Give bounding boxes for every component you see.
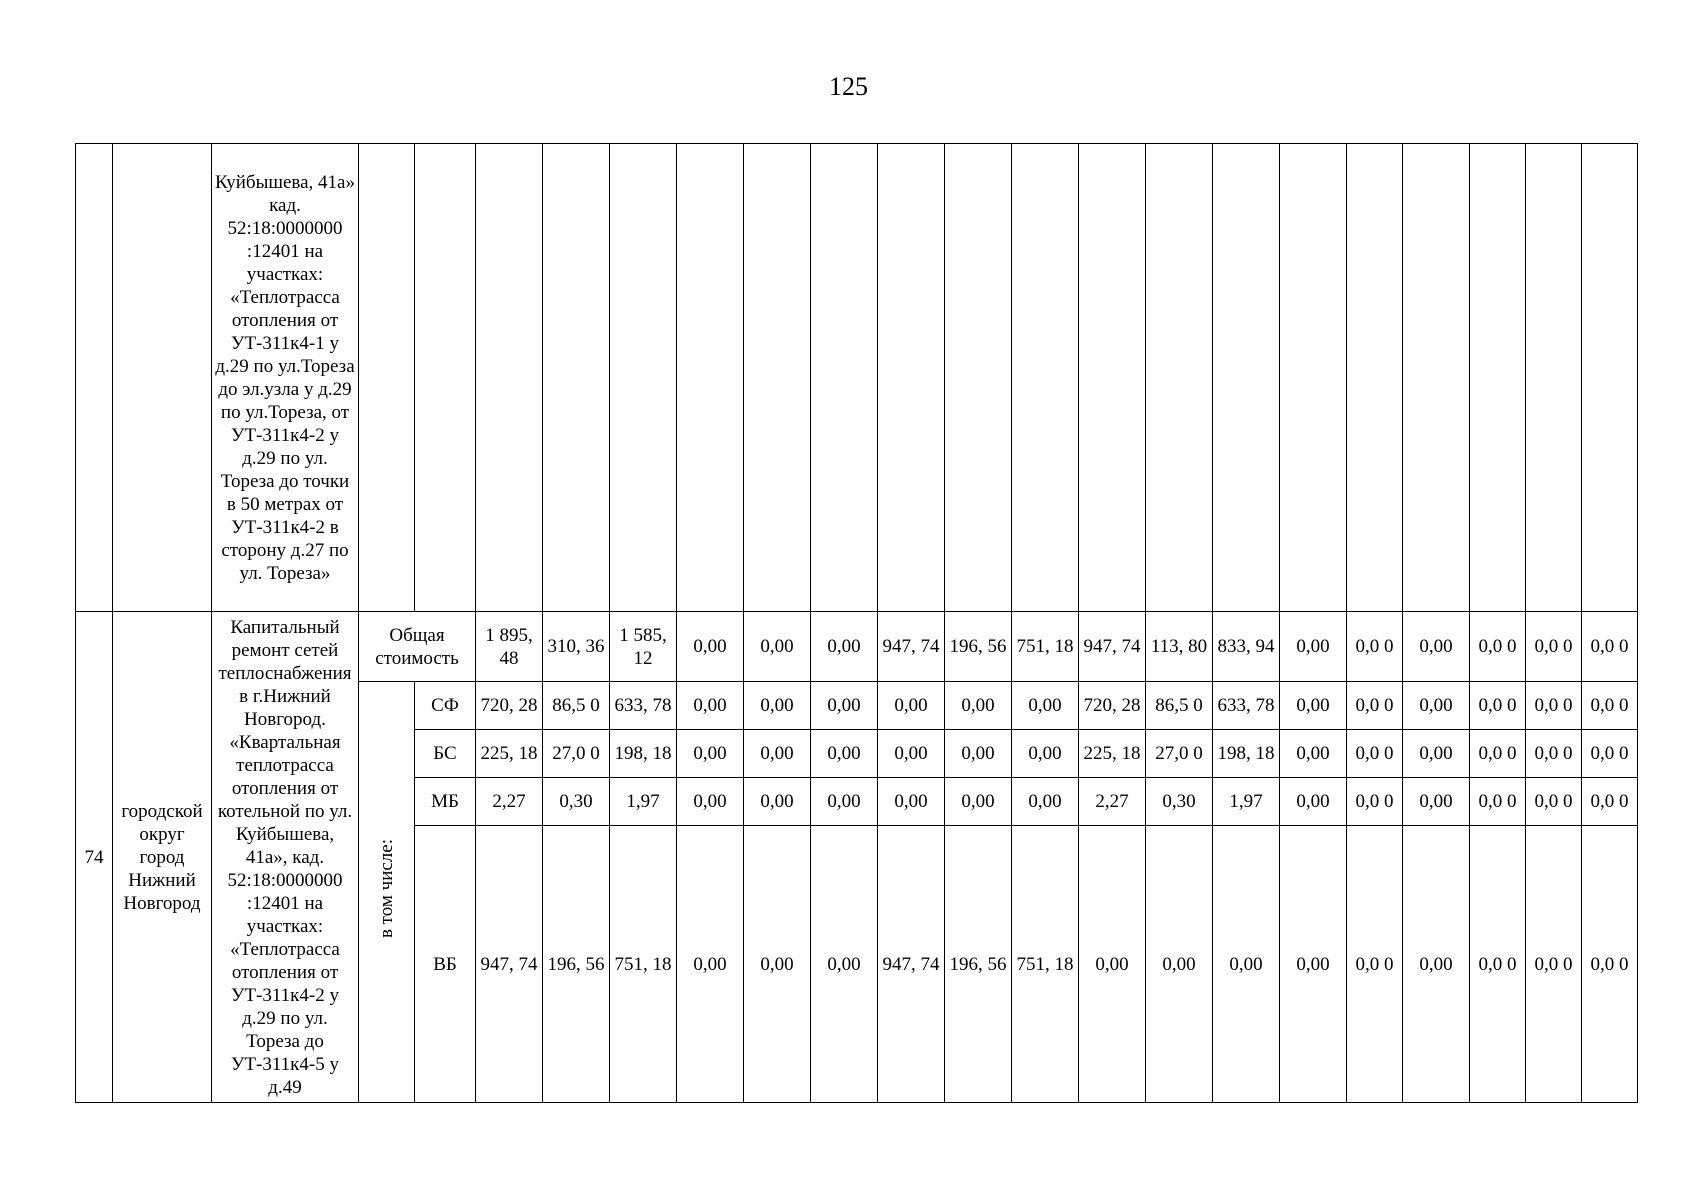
value-cell: 633, 78 <box>610 682 677 730</box>
total-label: Общая стоимость <box>359 612 476 682</box>
cont-empty-cell <box>1403 144 1470 612</box>
value-cell: 0,30 <box>1146 778 1213 826</box>
cont-empty-cell <box>543 144 610 612</box>
cont-empty-cell <box>677 144 744 612</box>
value-cell: 0,00 <box>1280 682 1347 730</box>
cont-empty-cell <box>878 144 945 612</box>
value-cell: 0,0 0 <box>1347 778 1403 826</box>
source-label: БС <box>415 730 476 778</box>
value-cell: 1 585, 12 <box>610 612 677 682</box>
value-cell: 0,00 <box>744 612 811 682</box>
value-cell: 0,00 <box>811 778 878 826</box>
value-cell: 0,00 <box>1146 826 1213 1103</box>
value-cell: 86,5 0 <box>1146 682 1213 730</box>
value-cell: 1 895, 48 <box>476 612 543 682</box>
value-cell: 225, 18 <box>476 730 543 778</box>
value-cell: 0,0 0 <box>1347 730 1403 778</box>
value-cell: 0,0 0 <box>1526 730 1582 778</box>
value-cell: 0,00 <box>811 682 878 730</box>
value-cell: 0,0 0 <box>1470 826 1526 1103</box>
cont-municipality-cell <box>113 144 212 612</box>
cont-empty-cell <box>1347 144 1403 612</box>
value-cell: 310, 36 <box>543 612 610 682</box>
value-cell: 833, 94 <box>1213 612 1280 682</box>
value-cell: 0,00 <box>1280 730 1347 778</box>
value-cell: 0,00 <box>744 682 811 730</box>
value-cell: 0,0 0 <box>1347 826 1403 1103</box>
value-cell: 0,0 0 <box>1470 778 1526 826</box>
cont-empty-cell <box>359 144 415 612</box>
value-cell: 751, 18 <box>610 826 677 1103</box>
value-cell: 720, 28 <box>1079 682 1146 730</box>
value-cell: 751, 18 <box>1012 612 1079 682</box>
value-cell: 0,00 <box>677 682 744 730</box>
value-cell: 947, 74 <box>878 826 945 1103</box>
value-cell: 947, 74 <box>476 826 543 1103</box>
value-cell: 0,00 <box>1012 682 1079 730</box>
value-cell: 2,27 <box>1079 778 1146 826</box>
cont-empty-cell <box>744 144 811 612</box>
value-cell: 0,00 <box>811 826 878 1103</box>
cont-empty-cell <box>1213 144 1280 612</box>
source-label: ВБ <box>415 826 476 1103</box>
cont-empty-cell <box>1470 144 1526 612</box>
value-cell: 0,00 <box>811 730 878 778</box>
cont-empty-cell <box>476 144 543 612</box>
included-label: в том числе: <box>376 839 397 939</box>
value-cell: 0,0 0 <box>1582 826 1638 1103</box>
value-cell: 947, 74 <box>878 612 945 682</box>
value-cell: 0,0 0 <box>1526 778 1582 826</box>
cont-empty-cell <box>1280 144 1347 612</box>
cont-number-cell <box>76 144 113 612</box>
value-cell: 0,0 0 <box>1470 730 1526 778</box>
value-cell: 0,0 0 <box>1582 612 1638 682</box>
value-cell: 0,00 <box>1280 826 1347 1103</box>
cont-empty-cell <box>1012 144 1079 612</box>
value-cell: 196, 56 <box>543 826 610 1103</box>
value-cell: 0,0 0 <box>1526 826 1582 1103</box>
source-label: СФ <box>415 682 476 730</box>
item-number: 74 <box>76 612 113 1103</box>
value-cell: 27,0 0 <box>543 730 610 778</box>
value-cell: 0,00 <box>1012 730 1079 778</box>
value-cell: 0,00 <box>1213 826 1280 1103</box>
value-cell: 0,00 <box>1403 730 1470 778</box>
value-cell: 0,00 <box>878 730 945 778</box>
cont-description-cell: Куйбышева, 41а» кад. 52:18:0000000 :12401 на участках: «Теплотрасса отопления от УТ-311к4-1 у д.29 по ул.Тореза до эл.узла у д.29 по ул.Тореза, от УТ-311к4-2 у д.29 по ул. Тореза до точки в 50 метрах от УТ-311к4-2 в сторону д.27 по ул. Тореза» <box>212 144 359 612</box>
value-cell: 0,0 0 <box>1470 612 1526 682</box>
value-cell: 0,00 <box>1079 826 1146 1103</box>
value-cell: 0,00 <box>945 682 1012 730</box>
value-cell: 633, 78 <box>1213 682 1280 730</box>
value-cell: 0,0 0 <box>1470 682 1526 730</box>
municipality-cell: городской округ город Нижний Новгород <box>113 612 212 1103</box>
value-cell: 0,0 0 <box>1347 682 1403 730</box>
value-cell: 0,00 <box>1403 682 1470 730</box>
value-cell: 0,00 <box>1280 612 1347 682</box>
value-cell: 0,0 0 <box>1347 612 1403 682</box>
value-cell: 198, 18 <box>1213 730 1280 778</box>
value-cell: 0,0 0 <box>1582 730 1638 778</box>
value-cell: 0,00 <box>744 826 811 1103</box>
total-row <box>76 612 1638 682</box>
item-description: Капитальный ремонт сетей теплоснабжения в г.Нижний Новгород. «Квартальная теплотрасса отопления от котельной по ул. Куйбышева, 41а», кад. 52:18:0000000 :12401 на участках: «Теплотрасса отопления от УТ-311к4-2 у д.29 по ул. Тореза до УТ-311к4-5 у д.49 <box>212 612 359 1103</box>
value-cell: 0,0 0 <box>1526 682 1582 730</box>
value-cell: 0,0 0 <box>1526 612 1582 682</box>
value-cell: 0,0 0 <box>1582 682 1638 730</box>
cont-empty-cell <box>945 144 1012 612</box>
value-cell: 0,00 <box>878 682 945 730</box>
value-cell: 0,00 <box>1403 826 1470 1103</box>
continuation-row <box>76 144 1638 612</box>
value-cell: 0,00 <box>677 826 744 1103</box>
value-cell: 0,00 <box>677 778 744 826</box>
value-cell: 1,97 <box>1213 778 1280 826</box>
cont-empty-cell <box>1526 144 1582 612</box>
value-cell: 0,00 <box>945 778 1012 826</box>
included-label-cell <box>359 682 415 1103</box>
value-cell: 1,97 <box>610 778 677 826</box>
value-cell: 196, 56 <box>945 826 1012 1103</box>
value-cell: 0,30 <box>543 778 610 826</box>
cont-empty-cell <box>610 144 677 612</box>
value-cell: 27,0 0 <box>1146 730 1213 778</box>
value-cell: 113, 80 <box>1146 612 1213 682</box>
value-cell: 0,00 <box>1012 778 1079 826</box>
value-cell: 0,00 <box>878 778 945 826</box>
value-cell: 0,00 <box>1280 778 1347 826</box>
value-cell: 0,00 <box>744 730 811 778</box>
value-cell: 198, 18 <box>610 730 677 778</box>
financing-table <box>75 143 1638 1103</box>
value-cell: 2,27 <box>476 778 543 826</box>
cont-empty-cell <box>1079 144 1146 612</box>
cont-empty-cell <box>1146 144 1213 612</box>
value-cell: 0,00 <box>677 730 744 778</box>
source-label: МБ <box>415 778 476 826</box>
value-cell: 720, 28 <box>476 682 543 730</box>
value-cell: 947, 74 <box>1079 612 1146 682</box>
cont-empty-cell <box>1582 144 1638 612</box>
value-cell: 196, 56 <box>945 612 1012 682</box>
value-cell: 225, 18 <box>1079 730 1146 778</box>
value-cell: 0,0 0 <box>1582 778 1638 826</box>
value-cell: 751, 18 <box>1012 826 1079 1103</box>
page-number: 125 <box>829 72 868 101</box>
cont-empty-cell <box>811 144 878 612</box>
value-cell: 0,00 <box>811 612 878 682</box>
value-cell: 86,5 0 <box>543 682 610 730</box>
value-cell: 0,00 <box>677 612 744 682</box>
value-cell: 0,00 <box>1403 612 1470 682</box>
value-cell: 0,00 <box>744 778 811 826</box>
value-cell: 0,00 <box>1403 778 1470 826</box>
value-cell: 0,00 <box>945 730 1012 778</box>
cont-empty-cell <box>415 144 476 612</box>
